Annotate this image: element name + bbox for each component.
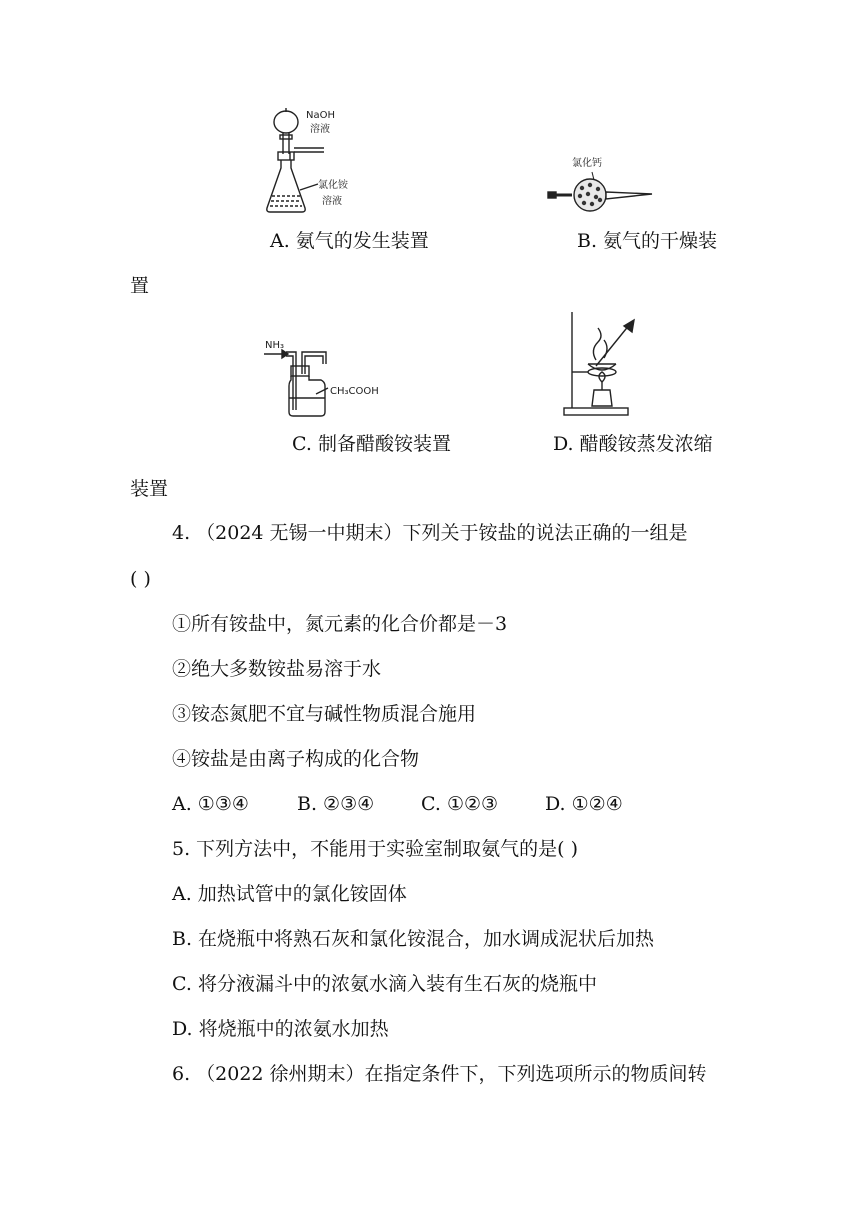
q4-statement-1: ①所有铵盐中，氮元素的化合价都是－3 <box>172 613 508 635</box>
figure-c-label-ch3cooh: CH₃COOH <box>330 386 379 397</box>
q4-statement-3: ③铵态氮肥不宜与碱性物质混合施用 <box>172 703 477 725</box>
figure-a-label-solution-1: 溶液 <box>310 124 330 135</box>
figure-d-evaporation-setup <box>558 310 648 418</box>
q4-statement-4: ④铵盐是由离子构成的化合物 <box>172 748 420 770</box>
figure-c-label-nh3: NH₃ <box>265 340 285 351</box>
figure-a-label-solution-2: 溶液 <box>322 196 342 207</box>
q5-stem: 5. 下列方法中，不能用于实验室制取氨气的是( ) <box>172 838 579 860</box>
caption-b: B. 氨气的干燥装 <box>577 230 718 252</box>
q5-option-d: D. 将烧瓶中的浓氨水加热 <box>172 1018 389 1040</box>
figure-b-label-cacl2: 氯化钙 <box>572 158 602 169</box>
q5-option-b: B. 在烧瓶中将熟石灰和氯化铵混合，加水调成泥状后加热 <box>172 928 655 950</box>
q4-option-a: A. ①③④ <box>172 793 249 815</box>
q5-option-a: A. 加热试管中的氯化铵固体 <box>172 883 407 905</box>
q4-option-c: C. ①②③ <box>421 793 499 815</box>
q4-option-d: D. ①②④ <box>545 793 623 815</box>
caption-a: A. 氨气的发生装置 <box>270 230 429 252</box>
caption-b-wrap: 置 <box>130 275 150 297</box>
q4-stem: 4. （2024 无锡一中期末）下列关于铵盐的说法正确的一组是 <box>172 522 688 544</box>
caption-d: D. 醋酸铵蒸发浓缩 <box>553 433 713 455</box>
q4-answer-blank: ( ) <box>130 568 151 590</box>
caption-c: C. 制备醋酸铵装置 <box>292 433 451 455</box>
q4-option-b: B. ②③④ <box>297 793 375 815</box>
figure-a-label-naoh: NaOH <box>306 110 335 121</box>
q4-statement-2: ②绝大多数铵盐易溶于水 <box>172 658 382 680</box>
caption-d-wrap: 装置 <box>130 478 169 500</box>
figure-b-drying-tube <box>548 168 658 212</box>
q6-stem: 6. （2022 徐州期末）在指定条件下，下列选项所示的物质间转 <box>172 1063 707 1085</box>
figure-a-label-nh4cl: 氯化铵 <box>318 180 348 191</box>
q5-option-c: C. 将分液漏斗中的浓氨水滴入装有生石灰的烧瓶中 <box>172 973 597 995</box>
figure-c-wash-bottle <box>262 340 332 420</box>
